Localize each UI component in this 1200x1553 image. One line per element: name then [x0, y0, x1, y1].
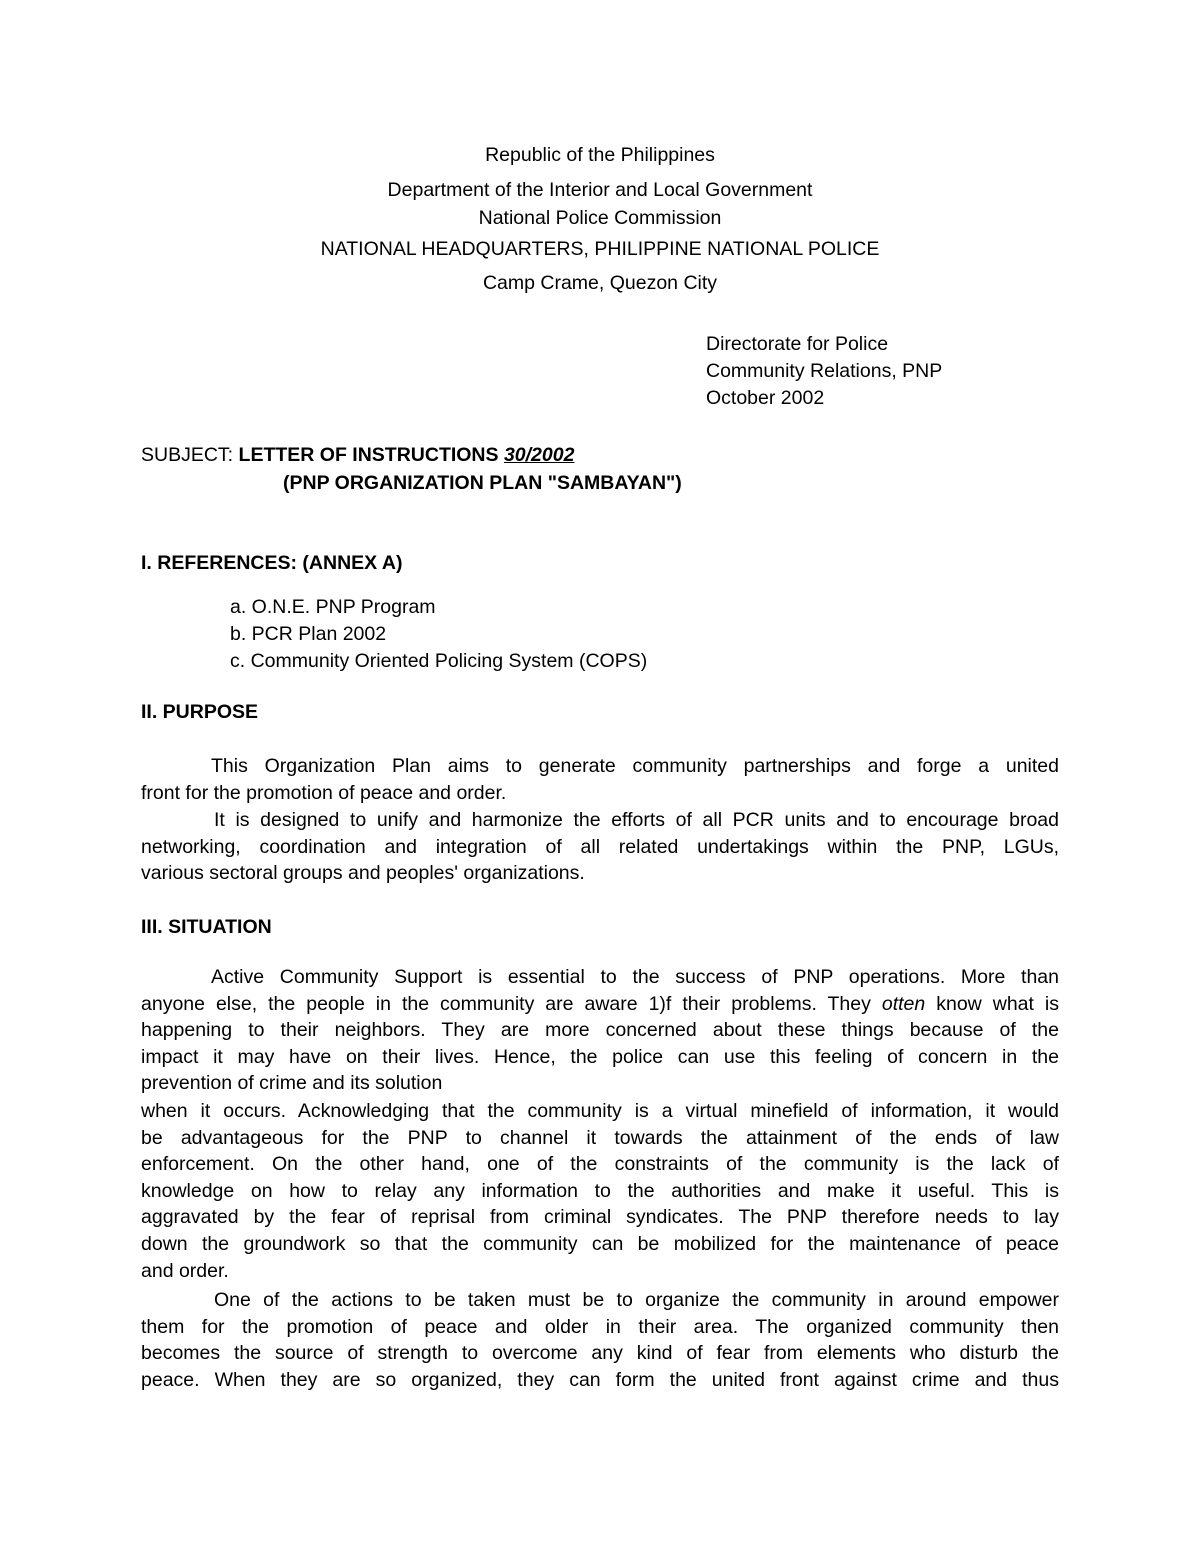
situation-paragraph-3 [141, 1287, 1059, 1393]
paragraph-line: be advantageous for the PNP to channel it towards the attainment of the ends of law [141, 1126, 1059, 1149]
paragraph-line: happening to their neighbors. They are more concerned about these things because of the [141, 1019, 1059, 1042]
emphasized-word: otten [881, 992, 926, 1015]
header-department: Department of the Interior and Local Government [387, 179, 813, 201]
paragraph-line: front for the promotion of peace and order. [141, 781, 507, 804]
paragraph-line: and order. [141, 1259, 229, 1282]
paragraph-line: aggravated by the fear of reprisal from criminal syndicates. The PNP therefore needs to lay [141, 1206, 1059, 1229]
subject-line [141, 446, 574, 466]
paragraph-line: Active Community Support is essential to the success of PNP operations. More than [211, 966, 1059, 988]
subject-label: SUBJECT: [141, 444, 234, 466]
paragraph-line: anyone else, the people in the community are aware 1)f their problems. They otten know what is [141, 992, 1060, 1015]
reference-item: b. PCR Plan 2002 [230, 623, 387, 645]
paragraph-line: when it occurs. Acknowledging that the community is a virtual minefield of information, it would [141, 1100, 1059, 1122]
header-headquarters: NATIONAL HEADQUARTERS, PHILIPPINE NATIONAL POLICE [320, 238, 880, 260]
situation-paragraph-2 [141, 1098, 1059, 1284]
paragraph-line: down the groundwork so that the community can be mobilized for the maintenance of peace [141, 1232, 1059, 1255]
issuer-directorate: Directorate for Police [706, 333, 889, 355]
header-commission: National Police Commission [478, 207, 722, 229]
issuer-date: October 2002 [706, 387, 825, 409]
paragraph-line: This Organization Plan aims to generate community partnerships and forge a united [211, 755, 1059, 777]
subject-title: LETTER OF INSTRUCTIONS [238, 444, 499, 466]
paragraph-line: various sectoral groups and peoples' organizations. [141, 862, 585, 885]
reference-item: a. O.N.E. PNP Program [230, 596, 436, 618]
purpose-paragraph-1 [141, 753, 1059, 806]
header-location: Camp Crame, Quezon City [482, 272, 718, 294]
paragraph-line: knowledge on how to relay any information to the authorities and make it useful. This is [141, 1179, 1059, 1202]
reference-item: c. Community Oriented Policing System (COPS) [230, 650, 648, 672]
paragraph-line: prevention of crime and its solution [141, 1072, 443, 1095]
paragraph-line: enforcement. On the other hand, one of the constraints of the community is the lack of [141, 1153, 1059, 1176]
paragraph-line: networking, coordination and integration of all related undertakings within the PNP, LGUs, [141, 835, 1059, 858]
issuer-unit: Community Relations, PNP [706, 360, 943, 382]
paragraph-line: One of the actions to be taken must be to organize the community in around empower [214, 1289, 1059, 1311]
subject-subtitle: (PNP ORGANIZATION PLAN "SAMBAYAN") [283, 472, 682, 494]
paragraph-line: It is designed to unify and harmonize the efforts of all PCR units and to encourage broad [214, 809, 1059, 831]
paragraph-line: impact it may have on their lives. Hence, the police can use this feeling of concern in the [141, 1045, 1059, 1068]
paragraph-line: becomes the source of strength to overcome any kind of fear from elements who disturb the [141, 1342, 1059, 1365]
references-heading: I. REFERENCES: (ANNEX A) [141, 552, 403, 574]
header-republic: Republic of the Philippines [485, 144, 715, 166]
situation-heading: III. SITUATION [141, 916, 272, 938]
purpose-paragraph-2 [141, 807, 1059, 887]
situation-paragraph-1 [141, 964, 1059, 1097]
paragraph-line: peace. When they are so organized, they can form the united front against crime and thus [141, 1368, 1059, 1391]
paragraph-line: them for the promotion of peace and older in their area. The organized community then [141, 1315, 1059, 1338]
subject-number: 30/2002 [503, 444, 575, 466]
purpose-heading: II. PURPOSE [141, 701, 259, 723]
